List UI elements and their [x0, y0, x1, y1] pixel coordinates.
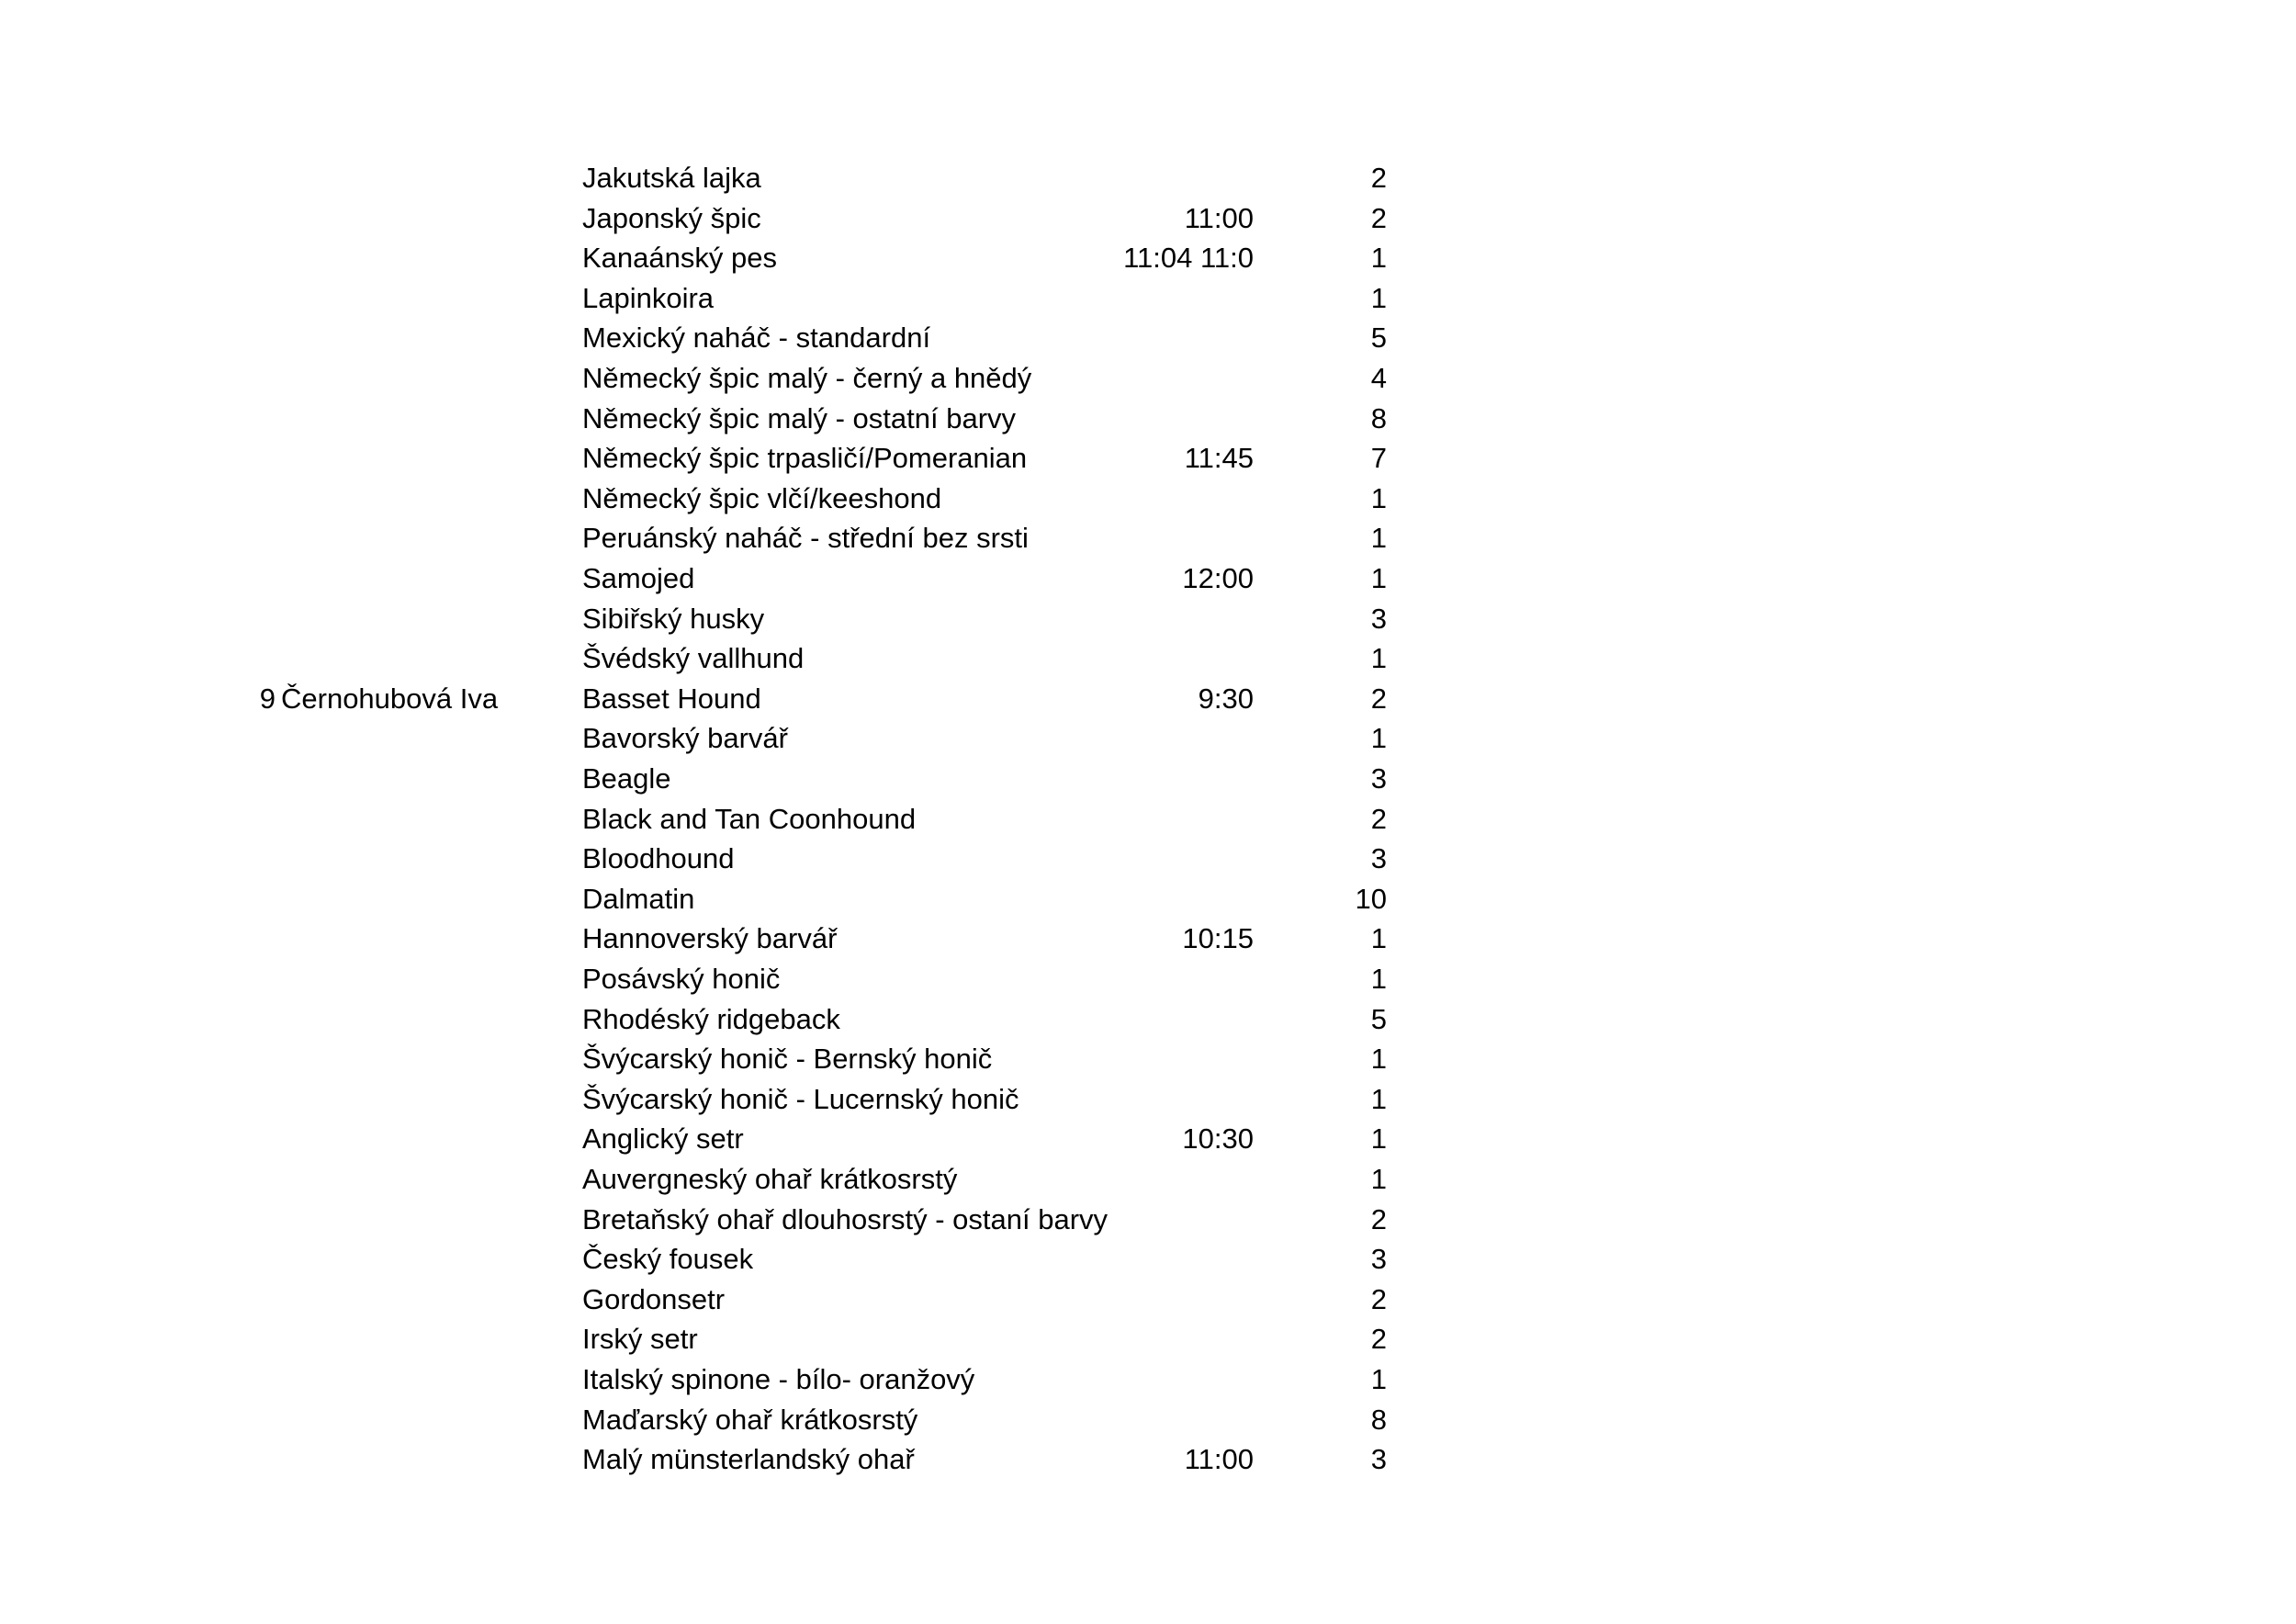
breed-name: Anglický setr — [582, 1122, 744, 1156]
breed-name: Bretaňský ohař dlouhosrstý - ostaní barvy — [582, 1202, 1109, 1235]
table-row — [0, 919, 2296, 959]
entry-count: 1 — [1370, 963, 1387, 995]
table-row — [0, 799, 2296, 840]
judge-name — [281, 1439, 575, 1480]
breed-name: Švýcarský honič - Lucernský honič — [582, 1082, 1019, 1115]
table-row — [0, 759, 2296, 799]
entry-count: 7 — [1370, 442, 1387, 475]
table-row — [0, 1400, 2296, 1440]
judging-time: 12:00 — [1182, 562, 1254, 594]
entry-count: 1 — [1370, 481, 1387, 514]
table-row — [0, 959, 2296, 999]
table-row — [0, 599, 2296, 639]
breed-name: Německý špic trpasličí/Pomeranian — [582, 442, 1028, 475]
entry-count: 1 — [1370, 522, 1387, 555]
judge-name — [281, 638, 575, 679]
judging-time — [1102, 1159, 1254, 1200]
judge-number — [244, 1039, 276, 1079]
table-row — [0, 438, 2296, 479]
entry-count: 1 — [1370, 1043, 1387, 1076]
table-row — [0, 238, 2296, 278]
judge-name — [281, 238, 575, 278]
judge-name — [281, 318, 575, 358]
breed-name: Mexický naháč - standardní — [582, 321, 931, 355]
judge-number — [244, 1439, 276, 1480]
judging-time: 11:04 11:0 — [1123, 242, 1254, 275]
judge-number — [244, 158, 276, 198]
entry-count: 1 — [1370, 281, 1387, 314]
breed-name: Švédský vallhund — [582, 642, 805, 675]
breed-name: Maďarský ohař krátkosrstý — [582, 1403, 918, 1436]
judge-name — [281, 1359, 575, 1400]
judge-name — [281, 1239, 575, 1280]
table-row — [0, 518, 2296, 558]
judging-time — [1102, 1280, 1254, 1320]
judging-time: 11:00 — [1184, 1443, 1254, 1476]
judging-time — [1102, 278, 1254, 319]
entry-count: 3 — [1370, 602, 1387, 635]
judge-name — [281, 1400, 575, 1440]
entry-count: 5 — [1370, 1002, 1387, 1035]
judging-time — [1102, 399, 1254, 439]
judge-number — [244, 879, 276, 919]
entry-count: 10 — [1355, 882, 1387, 915]
table-row — [0, 1079, 2296, 1120]
breed-name: Auvergneský ohař krátkosrstý — [582, 1163, 958, 1195]
judge-number — [244, 1239, 276, 1280]
judge-number — [244, 1280, 276, 1320]
judge-number — [244, 959, 276, 999]
table-row — [0, 558, 2296, 599]
breed-name: Irský setr — [582, 1323, 698, 1356]
judge-name — [281, 1119, 575, 1159]
entry-count: 3 — [1370, 1443, 1387, 1476]
entry-count: 2 — [1370, 1282, 1387, 1315]
judge-name — [281, 799, 575, 840]
entry-count: 5 — [1370, 321, 1387, 355]
entry-count: 1 — [1370, 642, 1387, 675]
table-row — [0, 999, 2296, 1040]
judging-time — [1102, 1319, 1254, 1359]
judge-name — [281, 518, 575, 558]
judge-name — [281, 1280, 575, 1320]
breed-name: Německý špic malý - ostatní barvy — [582, 401, 1017, 434]
table-row — [0, 1319, 2296, 1359]
judge-name — [281, 919, 575, 959]
judging-time — [1102, 1400, 1254, 1440]
table-row — [0, 1280, 2296, 1320]
breed-name: Německý špic malý - černý a hnědý — [582, 362, 1032, 394]
breed-name: Japonský špic — [582, 201, 761, 234]
table-row — [0, 1200, 2296, 1240]
entry-count: 8 — [1370, 1403, 1387, 1436]
entry-count: 1 — [1370, 922, 1387, 955]
judge-number — [244, 919, 276, 959]
breed-name: Německý špic vlčí/keeshond — [582, 481, 942, 514]
judging-time — [1102, 479, 1254, 519]
judge-name: Černohubová Iva — [281, 682, 499, 715]
breed-name: Český fousek — [582, 1243, 754, 1276]
judge-name — [281, 839, 575, 879]
judge-number — [244, 999, 276, 1040]
table-row — [0, 358, 2296, 399]
entry-count: 3 — [1370, 1243, 1387, 1276]
breed-name: Basset Hound — [582, 682, 761, 715]
entry-count: 2 — [1370, 802, 1387, 835]
entry-count: 1 — [1370, 1363, 1387, 1395]
table-row — [0, 1119, 2296, 1159]
breed-name: Black and Tan Coonhound — [582, 802, 917, 835]
judging-time — [1102, 799, 1254, 840]
judge-number — [244, 358, 276, 399]
breed-name: Kanaánský pes — [582, 242, 777, 275]
judging-time: 11:45 — [1184, 442, 1254, 475]
judge-name — [281, 1319, 575, 1359]
entry-count: 1 — [1370, 1122, 1387, 1156]
judging-time — [1102, 759, 1254, 799]
judge-number — [244, 1119, 276, 1159]
table-row — [0, 158, 2296, 198]
judge-name — [281, 999, 575, 1040]
judge-name — [281, 558, 575, 599]
table-row — [0, 318, 2296, 358]
judge-name — [281, 399, 575, 439]
judge-number — [244, 1159, 276, 1200]
judge-number — [244, 558, 276, 599]
judge-number — [244, 198, 276, 239]
judging-time — [1102, 1039, 1254, 1079]
judging-time — [1102, 358, 1254, 399]
judge-name — [281, 158, 575, 198]
judging-time: 11:00 — [1184, 201, 1254, 234]
judge-name — [281, 1079, 575, 1120]
judge-number — [244, 1319, 276, 1359]
entry-count: 2 — [1370, 682, 1387, 715]
judge-number — [244, 839, 276, 879]
judge-name — [281, 718, 575, 759]
table-row — [0, 879, 2296, 919]
entry-count: 3 — [1370, 762, 1387, 795]
breed-name: Italský spinone - bílo- oranžový — [582, 1363, 975, 1395]
entry-count: 3 — [1370, 842, 1387, 875]
judge-number — [244, 759, 276, 799]
judge-name — [281, 599, 575, 639]
judge-number — [244, 318, 276, 358]
judge-number — [244, 438, 276, 479]
judge-number — [244, 718, 276, 759]
breed-name: Rhodéský ridgeback — [582, 1002, 840, 1035]
table-row — [0, 679, 2296, 719]
table-row — [0, 1439, 2296, 1480]
judge-name — [281, 1039, 575, 1079]
judge-number — [244, 518, 276, 558]
judging-time — [1102, 318, 1254, 358]
judge-name — [281, 198, 575, 239]
judge-number — [244, 1400, 276, 1440]
breed-name: Dalmatin — [582, 882, 695, 915]
breed-name: Gordonsetr — [582, 1282, 726, 1315]
table-row — [0, 399, 2296, 439]
table-row — [0, 278, 2296, 319]
judge-number — [244, 278, 276, 319]
entry-count: 8 — [1370, 401, 1387, 434]
judging-time — [1102, 999, 1254, 1040]
table-row — [0, 638, 2296, 679]
judge-number: 9 — [259, 682, 276, 715]
breed-name: Bavorský barvář — [582, 722, 788, 755]
table-row — [0, 1239, 2296, 1280]
entry-count: 1 — [1370, 562, 1387, 594]
entry-count: 2 — [1370, 1202, 1387, 1235]
judging-time — [1102, 1359, 1254, 1400]
breed-name: Sibiřský husky — [582, 602, 765, 635]
breed-name: Lapinkoira — [582, 281, 715, 314]
judging-time: 10:15 — [1182, 922, 1254, 955]
judging-time — [1102, 158, 1254, 198]
breed-name: Samojed — [582, 562, 695, 594]
judge-name — [281, 278, 575, 319]
table-row — [0, 198, 2296, 239]
judging-time — [1102, 1200, 1254, 1240]
breed-name: Peruánský naháč - střední bez srsti — [582, 522, 1029, 555]
table-row — [0, 1159, 2296, 1200]
judging-time — [1102, 959, 1254, 999]
judging-time — [1102, 879, 1254, 919]
judging-time — [1102, 599, 1254, 639]
entry-count: 2 — [1370, 162, 1387, 194]
entry-count: 1 — [1370, 1163, 1387, 1195]
breed-name: Hannoverský barvář — [582, 922, 838, 955]
table-row — [0, 479, 2296, 519]
table-row — [0, 718, 2296, 759]
judge-name — [281, 1200, 575, 1240]
table-row — [0, 1039, 2296, 1079]
judge-name — [281, 479, 575, 519]
breed-name: Malý münsterlandský ohař — [582, 1443, 915, 1476]
judge-number — [244, 799, 276, 840]
judging-time — [1102, 1239, 1254, 1280]
table-row — [0, 839, 2296, 879]
entry-count: 1 — [1370, 1082, 1387, 1115]
judging-time: 10:30 — [1182, 1122, 1254, 1156]
judge-name — [281, 879, 575, 919]
judging-time — [1102, 1079, 1254, 1120]
breed-name: Bloodhound — [582, 842, 735, 875]
breed-name: Beagle — [582, 762, 671, 795]
judging-time — [1102, 518, 1254, 558]
judge-name — [281, 1159, 575, 1200]
judge-number — [244, 638, 276, 679]
breed-name: Švýcarský honič - Bernský honič — [582, 1043, 993, 1076]
entry-count: 2 — [1370, 201, 1387, 234]
entry-count: 1 — [1370, 242, 1387, 275]
judge-number — [244, 1200, 276, 1240]
judge-number — [244, 1079, 276, 1120]
entry-count: 2 — [1370, 1323, 1387, 1356]
judge-name — [281, 759, 575, 799]
table-row — [0, 1359, 2296, 1400]
judge-number — [244, 238, 276, 278]
judging-time — [1102, 718, 1254, 759]
breed-name: Jakutská lajka — [582, 162, 761, 194]
entry-count: 4 — [1370, 362, 1387, 394]
judging-time: 9:30 — [1198, 682, 1254, 715]
judge-number — [244, 399, 276, 439]
judge-name — [281, 358, 575, 399]
judge-number — [244, 599, 276, 639]
judging-time — [1102, 839, 1254, 879]
judge-number — [244, 1359, 276, 1400]
judge-name — [281, 959, 575, 999]
judging-time — [1102, 638, 1254, 679]
breed-name: Posávský honič — [582, 963, 781, 995]
entry-count: 1 — [1370, 722, 1387, 755]
judge-name — [281, 438, 575, 479]
judge-number — [244, 479, 276, 519]
